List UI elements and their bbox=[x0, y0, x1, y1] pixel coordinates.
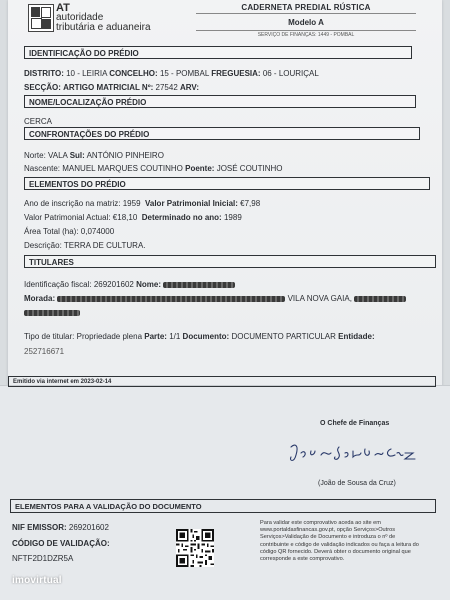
brand-at: AT bbox=[56, 2, 70, 14]
value: 15 - POMBAL bbox=[159, 69, 209, 78]
elements-row-4 bbox=[24, 241, 146, 250]
section-confrontacoes: CONFRONTAÇÕES DO PRÉDIO bbox=[24, 127, 420, 140]
section-validacao: ELEMENTOS PARA A VALIDAÇÃO DO DOCUMENTO bbox=[10, 499, 436, 513]
label: Tipo de titular: bbox=[24, 332, 75, 341]
value: 1/1 bbox=[169, 332, 181, 341]
document-header bbox=[196, 3, 416, 41]
section-nome: NOME/LOCALIZAÇÃO PRÉDIO bbox=[24, 95, 416, 108]
value: Propriedade plena bbox=[76, 332, 143, 341]
label: Poente: bbox=[185, 164, 215, 173]
value: 0,074000 bbox=[80, 227, 115, 236]
location-row bbox=[24, 69, 319, 78]
label: ARTIGO MATRICIAL Nº: bbox=[63, 83, 154, 92]
article-row bbox=[24, 83, 199, 92]
redacted-name bbox=[163, 282, 235, 288]
label: Ano de inscrição na matriz: bbox=[24, 199, 121, 208]
document-lower-part bbox=[0, 386, 450, 600]
label: NIF EMISSOR: bbox=[12, 523, 67, 532]
label: Valor Patrimonial Actual: bbox=[24, 213, 111, 222]
validation-code: NFTF2D1DZR5A bbox=[12, 554, 74, 563]
qr-code-icon bbox=[176, 529, 214, 567]
holder-type-row bbox=[24, 332, 375, 341]
watermark: imovirtual bbox=[12, 575, 62, 586]
holder-address-row bbox=[24, 294, 406, 303]
document-title: CADERNETA PREDIAL RÚSTICA bbox=[241, 3, 371, 12]
label: Sul: bbox=[69, 151, 85, 160]
label: Valor Patrimonial Inicial: bbox=[144, 199, 238, 208]
label: SECÇÃO: bbox=[24, 83, 61, 92]
label: Nascente: bbox=[24, 164, 61, 173]
elements-row-2 bbox=[24, 213, 242, 222]
entity-number: 252716671 bbox=[24, 347, 65, 356]
issued-date-bar: Emitido via internet em 2023-02-14 bbox=[8, 376, 436, 387]
redacted-address bbox=[57, 296, 285, 302]
label: ARV: bbox=[180, 83, 199, 92]
document-model: Modelo A bbox=[288, 18, 324, 27]
value: 269201602 bbox=[93, 280, 134, 289]
at-logo-icon bbox=[28, 4, 54, 32]
brand-line-2: autoridade bbox=[56, 12, 104, 23]
elements-row-1 bbox=[24, 199, 260, 208]
value: €18,10 bbox=[112, 213, 138, 222]
value: TERRA DE CULTURA. bbox=[63, 241, 146, 250]
value: 1989 bbox=[223, 213, 242, 222]
section-identificacao: IDENTIFICAÇÃO DO PRÉDIO bbox=[24, 46, 412, 59]
value: 27542 bbox=[155, 83, 178, 92]
redacted-address bbox=[354, 296, 406, 302]
holder-address-row-2 bbox=[24, 308, 80, 317]
label: DISTRITO: bbox=[24, 69, 64, 78]
label: Determinado no ano: bbox=[141, 213, 222, 222]
label: Nome: bbox=[136, 280, 161, 289]
label: Descrição: bbox=[24, 241, 62, 250]
value: VILA NOVA GAIA, bbox=[287, 294, 352, 303]
value: JOSÉ COUTINHO bbox=[216, 164, 283, 173]
label: Área Total (ha): bbox=[24, 227, 79, 236]
redacted-address bbox=[24, 310, 80, 316]
handwritten-signature bbox=[287, 441, 417, 467]
label: Morada: bbox=[24, 294, 56, 303]
label: Identificação fiscal: bbox=[24, 280, 92, 289]
value: DOCUMENTO PARTICULAR bbox=[231, 332, 336, 341]
value: €7,98 bbox=[240, 199, 261, 208]
label: Parte: bbox=[144, 332, 167, 341]
label: CONCELHO: bbox=[109, 69, 158, 78]
signer-name: (João de Sousa da Cruz) bbox=[318, 480, 396, 487]
validation-code-label: CÓDIGO DE VALIDAÇÃO: bbox=[12, 539, 110, 548]
tax-service: SERVIÇO DE FINANÇAS: 1449 - POMBAL bbox=[257, 32, 355, 38]
property-name: CERCA bbox=[24, 117, 53, 126]
brand-line-3: tributária e aduaneira bbox=[56, 22, 151, 33]
value: 10 - LEIRIA bbox=[66, 69, 108, 78]
holder-id-row bbox=[24, 280, 235, 289]
label: Documento: bbox=[182, 332, 230, 341]
value: 1959 bbox=[122, 199, 141, 208]
value: MANUEL MARQUES COUTINHO bbox=[62, 164, 183, 173]
value: 06 - LOURIÇAL bbox=[262, 69, 319, 78]
boundaries-row-2 bbox=[24, 164, 282, 173]
label: Entidade: bbox=[338, 332, 375, 341]
value: 269201602 bbox=[68, 523, 109, 532]
boundaries-row-1 bbox=[24, 151, 164, 160]
section-elementos: ELEMENTOS DO PRÉDIO bbox=[24, 177, 430, 190]
signer-role: O Chefe de Finanças bbox=[320, 420, 390, 427]
value: ANTÓNIO PINHEIRO bbox=[86, 151, 164, 160]
label: Norte: bbox=[24, 151, 46, 160]
validation-instructions: Para validar este comprovativo aceda ao site em www.portaldasfinancas.gov.pt, opção Serviços>Outros Serviços>Validação de Documento e introduza o nº de contribuinte e código de validação indicados ou faça a leitura do código QR fornecido. Deverá obter o documento original que corresponde a este comprovativo. bbox=[260, 520, 419, 563]
brand-name bbox=[56, 3, 151, 33]
label: FREGUESIA: bbox=[211, 69, 261, 78]
value: VALA bbox=[48, 151, 68, 160]
nif-emissor bbox=[12, 523, 109, 532]
section-titulares: TITULARES bbox=[24, 255, 436, 268]
elements-row-3 bbox=[24, 227, 114, 236]
